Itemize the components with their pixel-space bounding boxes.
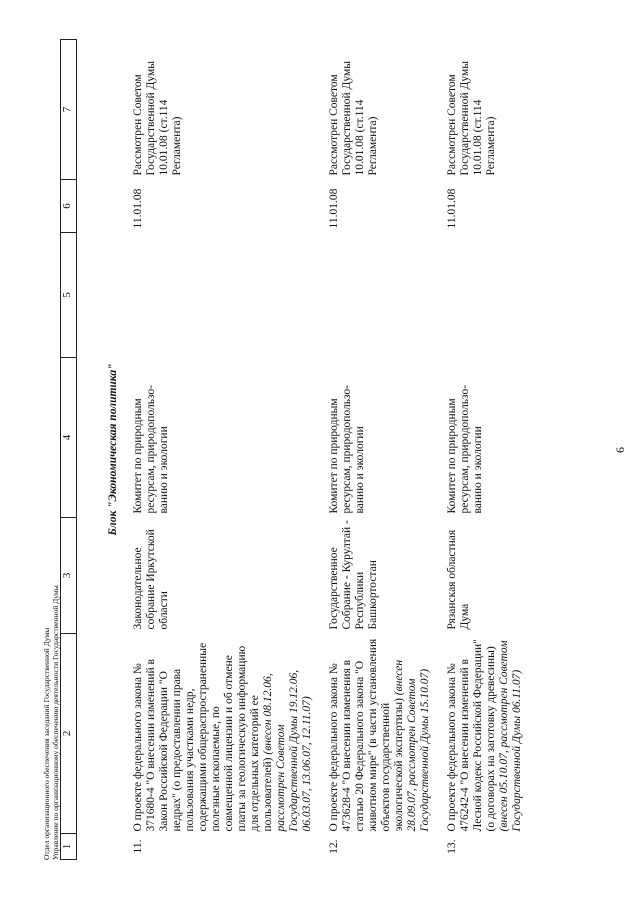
bill-text: О проекте федерального закона № 371680-4 "О внесении изменений в Закон Российской Федерации "О недрах" (о предоставлении права пользования участками недр, содержащими общераспространенные полезные ископаемые, по совмещенной лицензии и об отмене платы за геологическую информацию для отдельных категорий ее пользователей) [132,642,274,832]
initiator: Государственное Собрание - Курултай - Республики Башкортостан [328,520,379,630]
result: Рассмотрен Советом Государственной Думы 10.01.08 (ст.114 Регламента) [132,61,183,176]
committee: Комитет по природным ресурсам, природопользо-ванию и экологии [446,384,484,514]
committee: Комитет по природным ресурсам, природопользо-ванию и экологии [132,384,170,514]
bill-description [132,634,328,834]
row-number: 13. [446,839,458,854]
rotated-content [42,40,627,860]
bill-description [446,634,538,834]
column-number: 7 [61,40,77,180]
result: Рассмотрен Советом Государственной Думы 10.01.08 (ст.114 Регламента) [328,61,379,176]
column-5-cell [132,233,328,358]
column-5-cell [446,233,538,358]
bill-text: О проекте федерального закона № 476242-4 "О внесении изменений в Лесной кодекс Российской Федерации" (о договорах на заготовку древесины) [446,639,497,832]
result: Рассмотрен Советом Государственной Думы 10.01.08 (ст.114 Регламента) [446,61,497,176]
table-row [328,40,446,860]
column-number: 1 [61,834,77,860]
row-number: 11. [132,839,144,854]
column-number: 6 [61,180,77,233]
table-row [446,40,538,860]
row-number: 12. [328,839,340,854]
column-number: 5 [61,233,77,358]
date: 11.01.08 [446,188,458,229]
column-number: 2 [61,634,77,834]
agenda-table [60,39,538,860]
footer-line-1: Отдел организационного обеспечения заседаний Государственной Думы [42,627,51,860]
column-number-row [61,40,77,860]
section-title: Блок "Экономическая политика" [107,363,119,536]
footer-line-2: Управление по организационному обеспечению деятельности Государственной Думы [51,585,60,860]
table-row [132,40,328,860]
page-number: 6 [613,447,627,453]
initiator: Рязанская областная Дума [446,529,471,630]
committee: Комитет по природным ресурсам, природопользо-ванию и экологии [328,384,366,514]
column-number: 4 [61,358,77,518]
page-footer [42,585,60,860]
bill-note: (внесен 08.12.06, рассмотрен Советом Государственной Думы 19.12.06, 06.03.07, 13.06.07, 12.11.07) [262,669,313,832]
bill-text: О проекте федерального закона № 473628-4 "О внесении изменения в статью 20 Федерального закона "О животном мире" (в части установления объектов государственной экологической экспертизы) [328,638,405,832]
bill-note: (внесен 28.09.07, рассмотрен Советом Государственной Думы 15.10.07) [393,659,431,832]
column-5-cell [328,233,446,358]
column-number: 3 [61,518,77,634]
initiator: Законодательное собрание Иркутской области [132,529,170,630]
date: 11.01.08 [132,188,144,229]
date: 11.01.08 [328,188,340,229]
bill-note: (внесен 05.10.07, рассмотрен Советом Государственной Думы 06.11.07) [498,640,523,832]
bill-description [328,634,446,834]
